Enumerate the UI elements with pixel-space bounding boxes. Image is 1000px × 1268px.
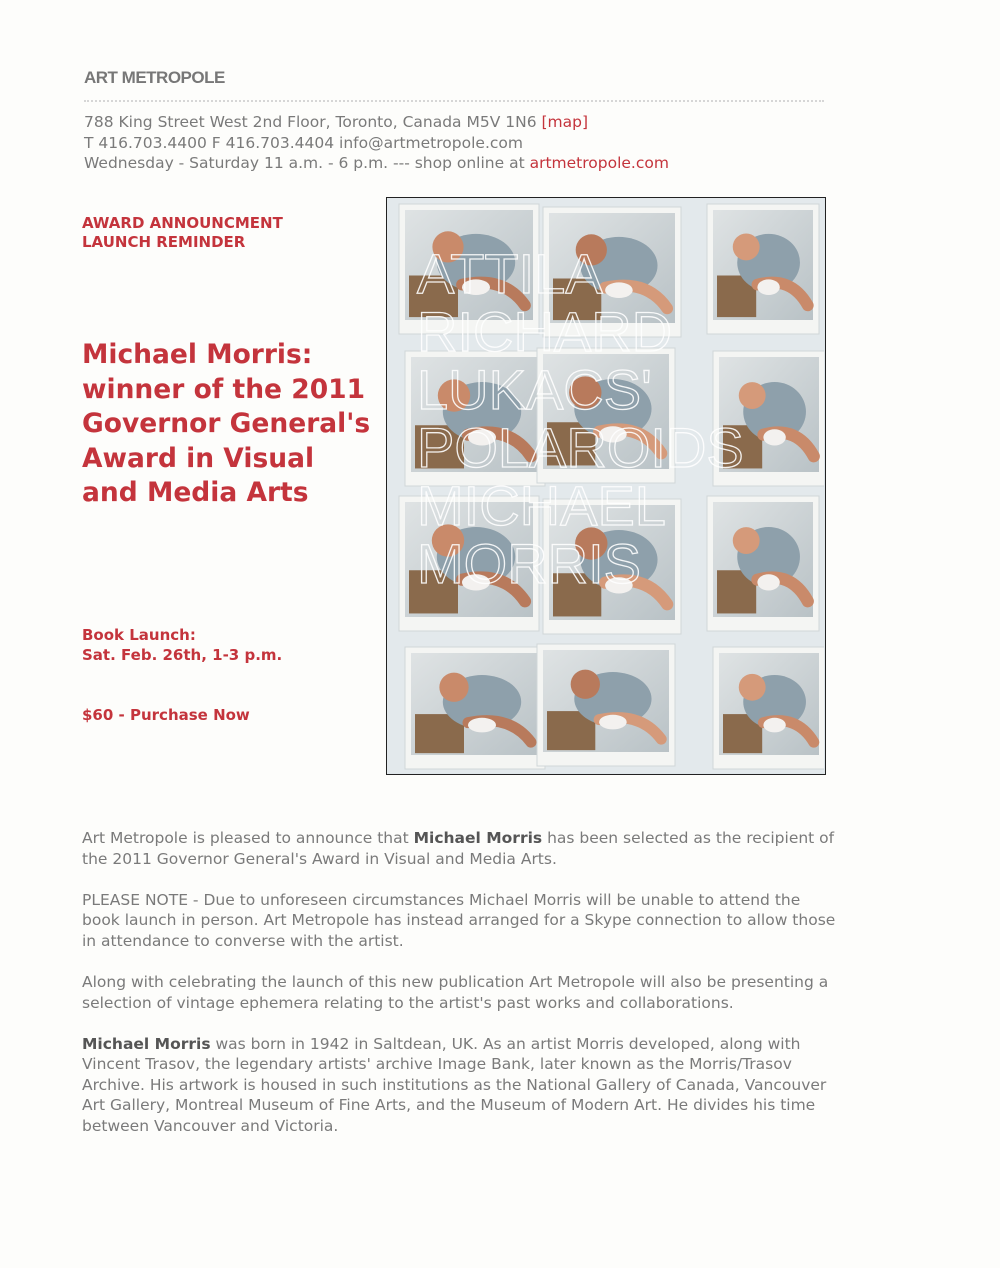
polaroid-photo xyxy=(713,647,824,769)
shop-link[interactable]: artmetropole.com xyxy=(529,154,669,172)
cover-title-line-2: RICHARD xyxy=(417,300,673,363)
polaroid-photo xyxy=(707,496,819,631)
phone-line: T 416.703.4400 F 416.703.4404 info@artmetropole.com xyxy=(84,133,523,152)
article-body xyxy=(82,828,842,1157)
bio-artist-name: Michael Morris xyxy=(82,1034,211,1053)
paragraph-ephemera: Along with celebrating the launch of this new publication Art Metropole will also be presenting a selection of vintage ephemera relating to the artist's past works and collaborations. xyxy=(82,972,829,1012)
cover-title-line-4: POLAROIDS xyxy=(417,416,744,479)
brand-logo[interactable]: ART METROPOLE xyxy=(84,68,225,87)
cover-title-line-1: ATTILA xyxy=(417,242,603,305)
header-divider xyxy=(84,100,824,102)
polaroid-grid xyxy=(387,198,824,773)
paragraph-award-rest: has been selected as the recipient of the 2011 Governor General's Award in Visual and Media Arts. xyxy=(82,829,835,868)
paragraph-award-lead: Art Metropole is pleased to announce that xyxy=(82,829,414,847)
cover-title-line-5: MICHAEL xyxy=(417,474,666,537)
launch-info xyxy=(82,625,282,665)
cover-title-line-6: MORRIS xyxy=(417,532,641,595)
paragraph-award xyxy=(82,828,842,869)
hours-line xyxy=(84,153,669,174)
launch-label: Book Launch: xyxy=(82,626,196,644)
kicker-line-1: AWARD ANNOUNCMENT xyxy=(82,214,283,232)
address-text: 788 King Street West 2nd Floor, Toronto, Canada M5V 1N6 xyxy=(84,113,537,131)
purchase-link[interactable]: $60 - Purchase Now xyxy=(82,706,250,724)
book-cover-image[interactable] xyxy=(386,197,826,775)
paragraph-note: PLEASE NOTE - Due to unforeseen circumstances Michael Morris will be unable to attend the book launch in person. Art Metropole has instead arranged for a Skype connection to allow those in attendance to converse with the artist. xyxy=(82,890,836,950)
polaroid-photo xyxy=(405,647,545,769)
kicker-line-2: LAUNCH REMINDER xyxy=(82,233,246,251)
contact-block xyxy=(84,112,669,174)
map-link[interactable]: [map] xyxy=(541,113,589,131)
polaroid-photo xyxy=(537,644,675,766)
page-title: Michael Morris: winner of the 2011 Governor General's Award in Visual and Media Arts xyxy=(82,339,371,509)
paragraph-bio xyxy=(82,1034,842,1137)
bio-text: was born in 1942 in Saltdean, UK. As an artist Morris developed, along with Vincent Trasov, the legendary artists' archive Image Bank, later known as the Morris/Trasov Archive. His artwork is housed in such institutions as the National Gallery of Canada, Vancouver Art Gallery, Montreal Museum of Fine Arts, and the Museum of Modern Art. He divides his time between Vancouver and Victoria. xyxy=(82,1034,827,1136)
hours-text: Wednesday - Saturday 11 a.m. - 6 p.m. --- shop online at xyxy=(84,154,525,172)
cover-title-line-3: LUKACS' xyxy=(417,358,652,421)
artist-name: Michael Morris xyxy=(413,829,543,847)
polaroid-photo xyxy=(707,204,819,334)
kicker xyxy=(82,214,283,252)
address-line xyxy=(84,112,669,133)
launch-date: Sat. Feb. 26th, 1-3 p.m. xyxy=(82,646,283,664)
